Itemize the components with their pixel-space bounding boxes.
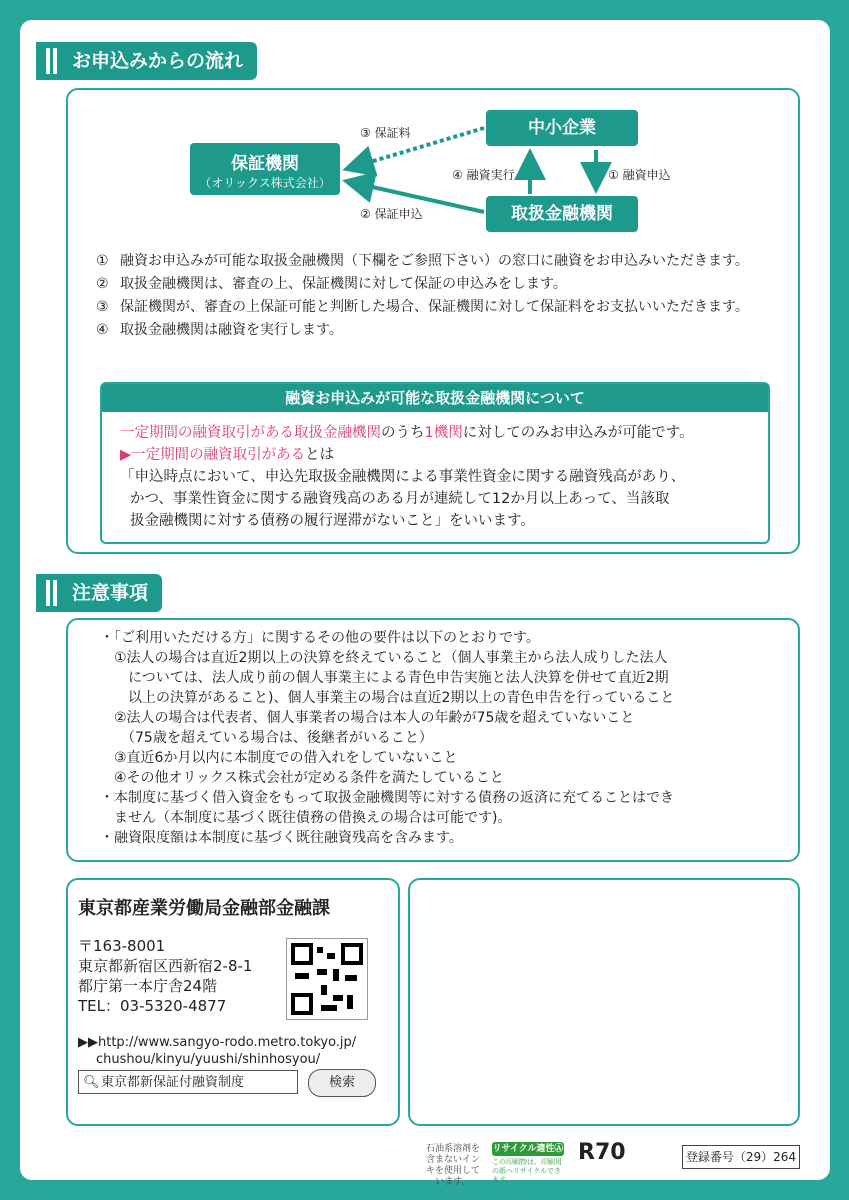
label-fee: ③ 保証料 — [360, 126, 411, 140]
org-name: 東京都産業労働局金融部金融課 — [78, 898, 330, 919]
notes-list: ・「ご利用いただける方」に関するその他の要件は以下のとおりです。 ①法人の場合は直近2期以上の決算を終えていること（個人事業主から法人成りした法人 については、法人成り前の個人事業主による青色申告実施と法人決算を併せて直近2期 以上の決算があること)、個人事業主の場合は直近2期以上の青色申告を行っていること ②法人の場合は代表者、個人事業者の場合は本人の年齢が75歳を超えていないこと （75歳を超えている場合は、後継者がいること） ③直近6か月以内に本制度での借入れをしていないこと ④その他オリックス株式会社が定める条件を満たしていること ・本制度に基づく借入資金をもって取扱金融機関等に対する債務の返済に充てることはでき ません（本制度に基づく既往債務の借換えの場合は可能です)。 ・融資限度額は本制度に基づく既往融資残高を含みます。 — [100, 630, 675, 846]
recycle-note: この印刷物は、印刷用の紙へリサイクルできます。 — [492, 1158, 562, 1184]
section-heading-flow: お申込みからの流れ — [36, 42, 257, 80]
institutions-box: 融資お申込みが可能な取扱金融機関について 一定期間の融資取引がある取扱金融機関のうち1機関に対してのみお申込みが可能です。 ▶一定期間の融資取引があるとは 「申込時点において、申込先取扱金融機関による事業性資金に関する融資残高があり、 かつ、事業性資金に関する融資残高のある月が連続して12か月以上あって、当該取 扱金融機関に対する債務の履行遅滞がないこと」をいいます。 — [100, 382, 770, 544]
r70-logo: R70 — [578, 1140, 626, 1165]
search-icon: 🔍︎ — [83, 1075, 100, 1090]
recycle-badge: リサイクル適性Ⓐ — [492, 1144, 564, 1154]
ink-note: 石油系溶剤を含まないインキを使用しています。 — [426, 1144, 481, 1187]
step-item: ④ 取扱金融機関は融資を実行します。 — [96, 322, 343, 338]
registration-number: 登録番号（29）264 — [682, 1145, 800, 1169]
institutions-heading: 融資お申込みが可能な取扱金融機関について — [102, 384, 768, 412]
label-apply-loan: ① 融資申込 — [608, 168, 671, 182]
qr-code-icon — [286, 938, 368, 1020]
sme-box: 中小企業 — [486, 110, 638, 146]
bank-box: 取扱金融機関 — [486, 196, 638, 232]
label-execute: ④ 融資実行 — [452, 168, 515, 182]
flow-arrows — [0, 0, 849, 260]
step-item: ③ 保証機関が、審査の上保証可能と判断した場合、保証機関に対して保証料をお支払いいただきます。 — [96, 299, 749, 315]
search-input[interactable]: 🔍︎ 東京都新保証付融資制度 — [78, 1070, 298, 1094]
blank-box — [408, 878, 800, 1126]
guarantor-box: 保証機関 （オリックス株式会社） — [190, 143, 340, 195]
address-block: 〒163-8001 東京都新宿区西新宿2-8-1 都庁第一本庁舎24階 TEL：03-5320-4877 — [78, 937, 253, 1015]
step-item: ② 取扱金融機関は、審査の上、保証機関に対して保証の申込みをします。 — [96, 276, 567, 292]
website-link[interactable]: ▶▶http://www.sangyo-rodo.metro.tokyo.jp/ chushou/kinyu/yuushi/shinhosyou/ — [78, 1035, 357, 1067]
label-apply-guarantee: ② 保証申込 — [360, 207, 423, 221]
section-heading-notes: 注意事項 — [36, 574, 162, 612]
steps-list — [96, 252, 776, 344]
search-button[interactable]: 検索 — [308, 1069, 376, 1097]
step-item: ① 融資お申込みが可能な取扱金融機関（下欄をご参照下さい）の窓口に融資をお申込みいただきます。 — [96, 253, 749, 269]
